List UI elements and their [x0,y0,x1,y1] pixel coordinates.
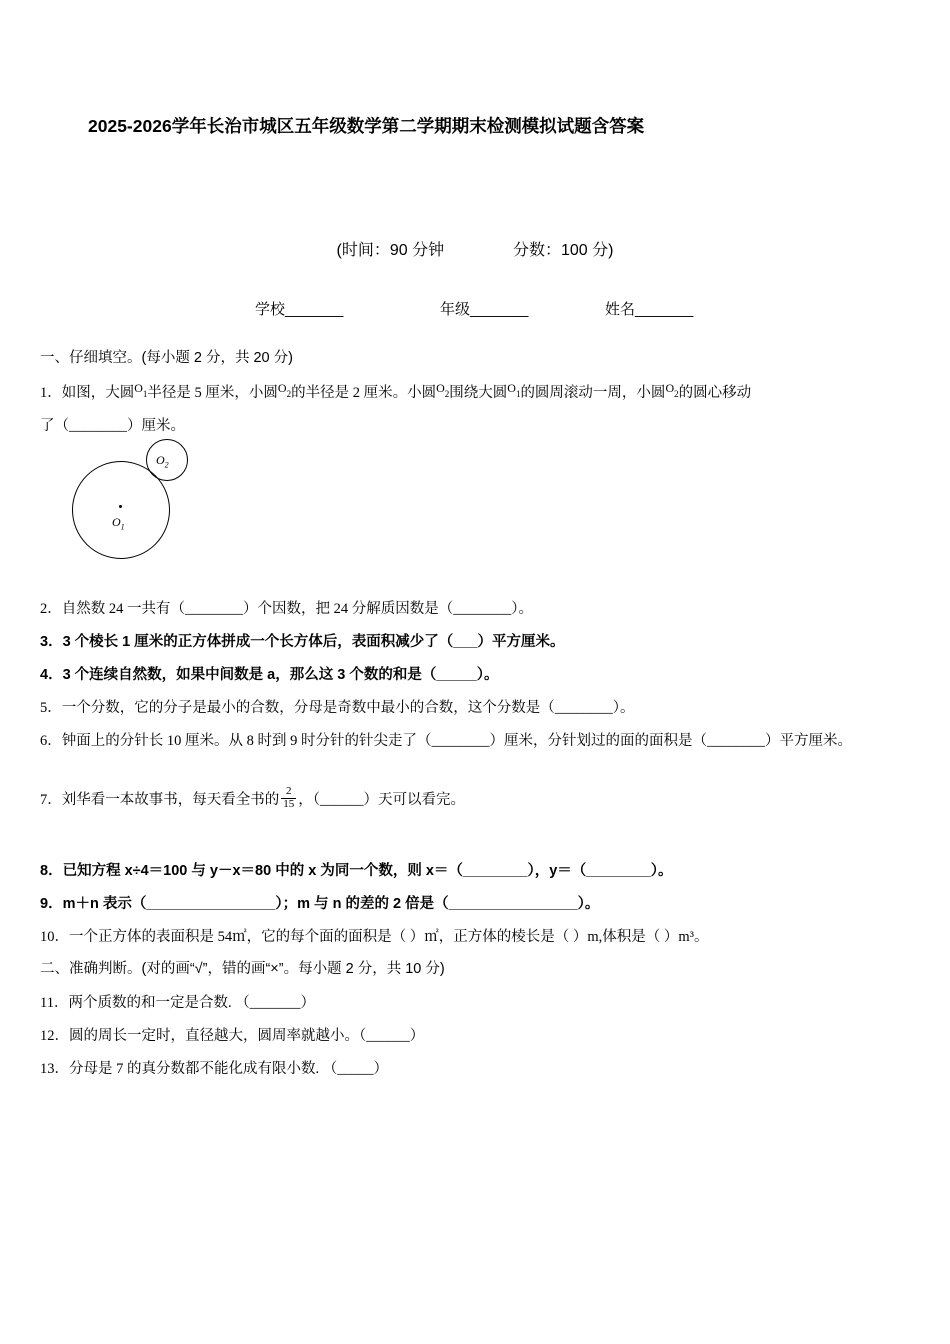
school-field: 学校_______ [255,301,344,318]
question-9: 9．m＋n 表示（________________）；m 与 n 的差的 2 倍是（________________）。 [40,895,600,912]
question-10: 10．一个正方体的表面积是 54㎡，它的每个面的面积是（ ）㎡，正方体的棱长是（ ）m,体积是（ ）m³。 [40,928,709,945]
small-circle-label-sub: 2 [164,459,169,469]
fraction-2-15 [281,786,296,810]
q1-part2: 半径是 5 厘米，小圆 [147,384,278,401]
question-11: 11．两个质数的和一定是合数. （_______） [40,995,315,1012]
q1-part6: 的圆心移动 [678,384,752,401]
q1-part3: 的半径是 2 厘米。小圆 [291,384,437,401]
big-circle-center-dot [119,505,122,508]
question-13: 13．分母是 7 的真分数都不能化成有限小数. （_____） [40,1061,388,1078]
q1-o1-a [134,376,147,401]
q7-pre: 7．刘华看一本故事书，每天看全书的 [40,791,280,808]
small-circle-label [156,449,169,473]
fraction-numerator: 2 [281,786,296,799]
grade-field: 年级_______ [440,301,529,318]
q1-o2-c-letter: O [665,380,675,395]
fraction-denominator: 15 [283,797,295,810]
question-2: 2．自然数 24 一共有（________）个因数，把 24 分解质因数是（________）。 [40,600,533,617]
question-8: 8．已知方程 x÷4＝100 与 y－x＝80 中的 x 为同一个数，则 x＝（________），y＝（________）。 [40,862,673,879]
question-6: 6．钟面上的分针长 10 厘米。从 8 时到 9 时分针的针尖走了（________）厘米，分针划过的面的面积是（________）平方厘米。 [40,732,852,749]
q1-o2-a [278,376,291,401]
question-3: 3．3 个棱长 1 厘米的正方体拼成一个长方体后，表面积减少了（___）平方厘米。 [40,633,565,650]
section-heading-2: 二、准确判断。(对的画“√”，错的画“×”。每小题 2 分，共 10 分) [40,960,445,977]
q1-o1-b [507,376,520,401]
q1-o2-b-sub: 2 [444,388,450,399]
question-1-line2: 了（________）厘米。 [40,417,185,434]
exam-content [40,345,915,1088]
circles-figure [58,452,278,575]
q1-o1-a-letter: O [134,380,143,395]
q1-o2-a-sub: 2 [286,388,292,399]
question-4: 4．3 个连续自然数，如果中间数是 a，那么这 3 个数的和是（_____）。 [40,666,499,683]
q1-o1-a-sub: 1 [142,388,148,399]
q1-part4: 围绕大圆 [449,384,508,401]
small-circle-label-letter: O [156,452,165,467]
q1-o1-b-letter: O [507,380,516,395]
q1-o2-b [436,376,449,401]
page-title: 2025-2026学年长治市城区五年级数学第二学期期末检测模拟试题含答案 [88,116,645,136]
q1-o2-c [665,376,678,401]
big-circle-label-letter: O [112,514,121,529]
section-heading-1: 一、仔细填空。(每小题 2 分，共 20 分) [40,350,293,366]
q1-o2-b-letter: O [436,380,445,395]
exam-time: (时间：90 分钟 [336,242,445,259]
q7-post: ，（______）天可以看完。 [298,791,465,808]
question-12: 12．圆的周长一定时，直径越大，圆周率就越小。（______） [40,1028,425,1045]
name-field: 姓名_______ [605,301,694,318]
question-7 [40,786,915,815]
big-circle-label-sub: 1 [120,521,125,531]
exam-meta [0,237,950,260]
big-circle-label [112,511,125,535]
q1-o2-c-sub: 2 [674,388,679,399]
exam-score: 分数：100 分) [513,242,614,259]
question-5: 5．一个分数，它的分子是最小的合数，分母是奇数中最小的合数，这个分数是（________）。 [40,699,635,716]
q1-part5: 的圆周滚动一周，小圆 [520,384,666,401]
q1-part1: 1．如图，大圆 [40,384,135,401]
q1-o1-b-sub: 1 [515,388,521,399]
q1-o2-a-letter: O [277,380,287,395]
question-1 [40,379,915,408]
